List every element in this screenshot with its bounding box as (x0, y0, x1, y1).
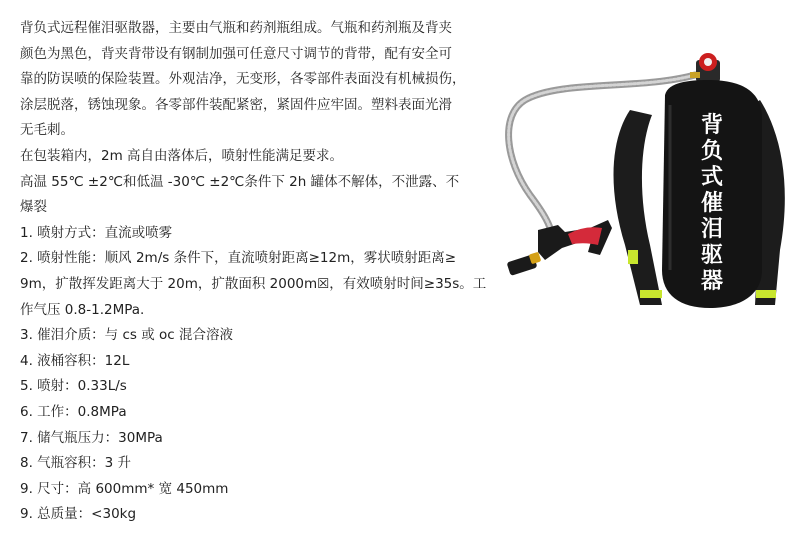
tank-label-char: 驱 (700, 243, 724, 268)
spec-item: 3. 催泪介质：与 cs 或 oc 混合溶液 (20, 327, 233, 344)
tank-label-char: 泪 (700, 217, 724, 242)
spec-item: 作气压 0.8-1.2MPa. (20, 301, 145, 318)
description-line: 无毛刺。 (20, 122, 74, 139)
description-line: 靠的防误喷的保险装置。外观洁净，无变形，各零部件表面没有机械损伤， (20, 71, 466, 88)
tank-label-char: 器 (700, 269, 724, 294)
spec-item: 1. 喷射方式：直流或喷雾 (20, 224, 173, 241)
description-line: 颜色为黑色，背夹背带设有钢制加强可任意尺寸调节的背带，配有安全可 (20, 45, 452, 62)
spec-item: 5. 喷射：0.33L/s (20, 378, 127, 395)
spec-item: 8. 气瓶容积：3 升 (20, 455, 132, 472)
valve-cap (704, 58, 712, 66)
spec-item: 6. 工作：0.8MPa (20, 403, 127, 420)
description-line: 高温 55℃ ±2℃和低温 -30℃ ±2℃条件下 2h 罐体不解体，不泄露、不 (20, 173, 460, 190)
spec-item: 9. 尺寸：高 600mm* 宽 450mm (20, 480, 229, 497)
reflective-strip-right (756, 290, 776, 298)
reflective-strip-side (628, 250, 638, 264)
spec-item: 2. 喷射性能：顺风 2m/s 条件下，直流喷射距离≥12m，雾状喷射距离≥ (20, 250, 457, 267)
spec-item: 4. 液桶容积：12L (20, 352, 130, 369)
gun-grip-red (568, 227, 602, 245)
left-strap (614, 110, 662, 305)
product-image (490, 20, 800, 320)
spec-item: 9m，扩散挥发距离大于 20m，扩散面积 2000m☒，有效喷射时间≥35s。工 (20, 275, 487, 292)
tank-label-char: 式 (700, 165, 724, 190)
valve-fitting (690, 72, 700, 78)
description-line: 背负式远程催泪驱散器，主要由气瓶和药剂瓶组成。气瓶和药剂瓶及背夹 (20, 20, 452, 36)
tank-label (701, 112, 723, 294)
tank-label-char: 负 (700, 139, 724, 164)
spec-item: 9. 总质量：<30kg (20, 506, 137, 523)
description-line: 涂层脱落，锈蚀现象。各零部件装配紧密，紧固件应牢固。塑料表面光滑 (20, 96, 452, 113)
spray-gun (507, 220, 612, 276)
reflective-strip-left (640, 290, 662, 298)
gas-valve (690, 53, 720, 82)
tank-label-char: 催 (700, 191, 724, 216)
description-line: 在包装箱内，2m 高自由落体后，喷射性能满足要求。 (20, 147, 344, 164)
tank-label-char: 背 (700, 113, 724, 138)
description-line: 爆裂 (20, 199, 47, 216)
backpack-sprayer-illustration (490, 20, 800, 320)
spec-item: 7. 储气瓶压力：30MPa (20, 429, 163, 446)
spec-text-block (20, 16, 490, 528)
